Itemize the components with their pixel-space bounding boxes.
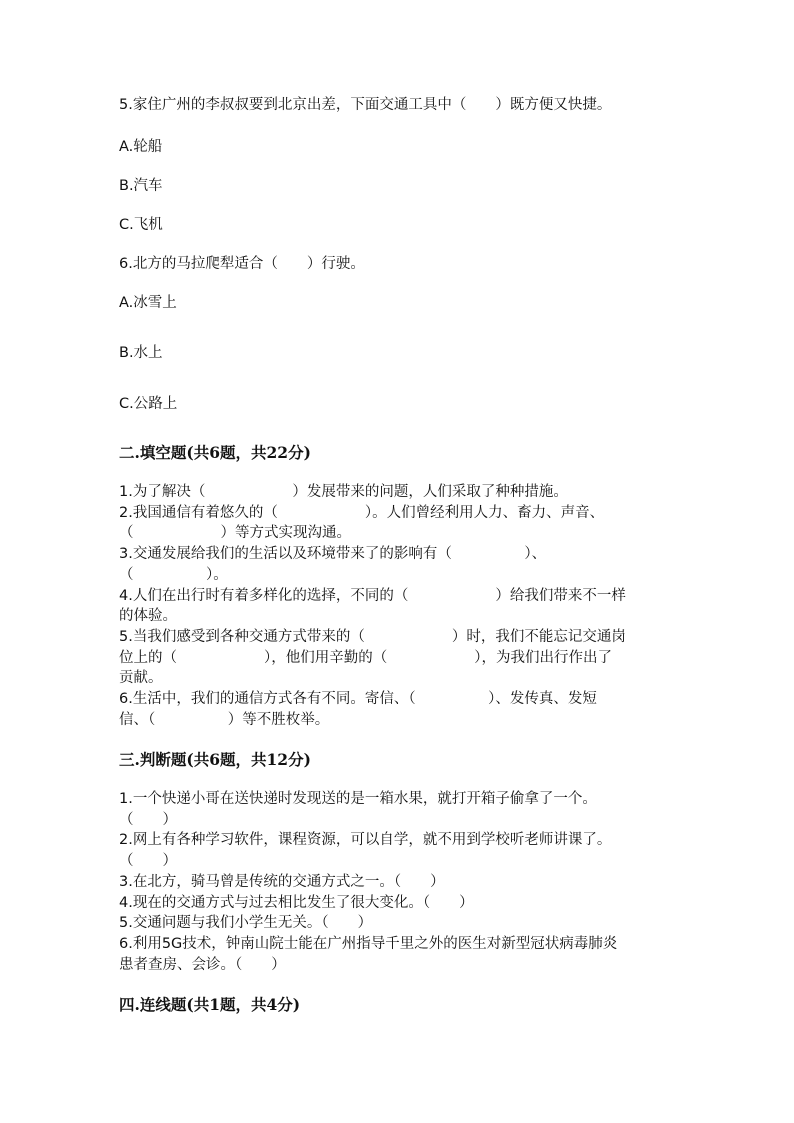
text-line: 位上的（ ），他们用辛勤的（ ），为我们出行作出了 bbox=[119, 649, 612, 666]
section-3-body bbox=[119, 789, 679, 975]
section-3-heading: 三.判断题(共6题，共12分) bbox=[119, 750, 311, 769]
question-6-option-b: B.水上 bbox=[119, 345, 163, 361]
text-line: （ ）等方式实现沟通。 bbox=[119, 525, 351, 542]
question-5-option-c: C.飞机 bbox=[119, 217, 163, 233]
text-line: （ ） bbox=[119, 853, 177, 870]
text-line: 1.一个快递小哥在送快递时发现送的是一箱水果，就打开箱子偷拿了一个。 bbox=[119, 791, 597, 807]
text-line: 5.当我们感受到各种交通方式带来的（ ）时，我们不能忘记交通岗 bbox=[119, 628, 626, 645]
question-6-stem: 6.北方的马拉爬犁适合（ ）行驶。 bbox=[119, 256, 365, 272]
question-6-option-c: C.公路上 bbox=[119, 396, 178, 412]
text-line: 贡献。 bbox=[119, 670, 163, 687]
text-line: 6.利用5G技术，钟南山院士能在广州指导千里之外的医生对新型冠状病毒肺炎 bbox=[119, 935, 618, 952]
text-line: 信、（ ）等不胜枚举。 bbox=[119, 711, 330, 728]
text-line: 4.人们在出行时有着多样化的选择，不同的（ ）给我们带来不一样 bbox=[119, 587, 626, 604]
text-line: 患者查房、会诊。（ ） bbox=[119, 956, 286, 973]
text-line: 1.为了解决（ ）发展带来的问题，人们采取了种种措施。 bbox=[119, 484, 568, 500]
text-line: 2.我国通信有着悠久的（ ）。人们曾经利用人力、畜力、声音、 bbox=[119, 504, 605, 521]
question-5-stem: 5.家住广州的李叔叔要到北京出差，下面交通工具中（ ）既方便又快捷。 bbox=[119, 97, 612, 113]
text-line: 2.网上有各种学习软件，课程资源，可以自学，就不用到学校听老师讲课了。 bbox=[119, 832, 612, 849]
text-line: （ ） bbox=[119, 811, 177, 828]
text-line: 5.交通问题与我们小学生无关。（ ） bbox=[119, 915, 373, 932]
text-line: 3.在北方，骑马曾是传统的交通方式之一。（ ） bbox=[119, 873, 445, 890]
text-line: 3.交通发展给我们的生活以及环境带来了的影响有（ ）、 bbox=[119, 546, 547, 563]
text-line: 的体验。 bbox=[119, 608, 177, 625]
section-2-body bbox=[119, 482, 679, 730]
question-6-option-a: A.冰雪上 bbox=[119, 295, 177, 311]
text-line: 6.生活中，我们的通信方式各有不同。寄信、（ ）、发传真、发短 bbox=[119, 691, 597, 708]
section-4-heading: 四.连线题(共1题，共4分) bbox=[119, 995, 301, 1014]
text-line: （ ）。 bbox=[119, 566, 228, 583]
section-2-heading: 二.填空题(共6题，共22分) bbox=[119, 443, 311, 462]
text-line: 4.现在的交通方式与过去相比发生了很大变化。（ ） bbox=[119, 894, 474, 911]
question-5-option-a: A.轮船 bbox=[119, 139, 163, 155]
question-5-option-b: B.汽车 bbox=[119, 178, 163, 194]
